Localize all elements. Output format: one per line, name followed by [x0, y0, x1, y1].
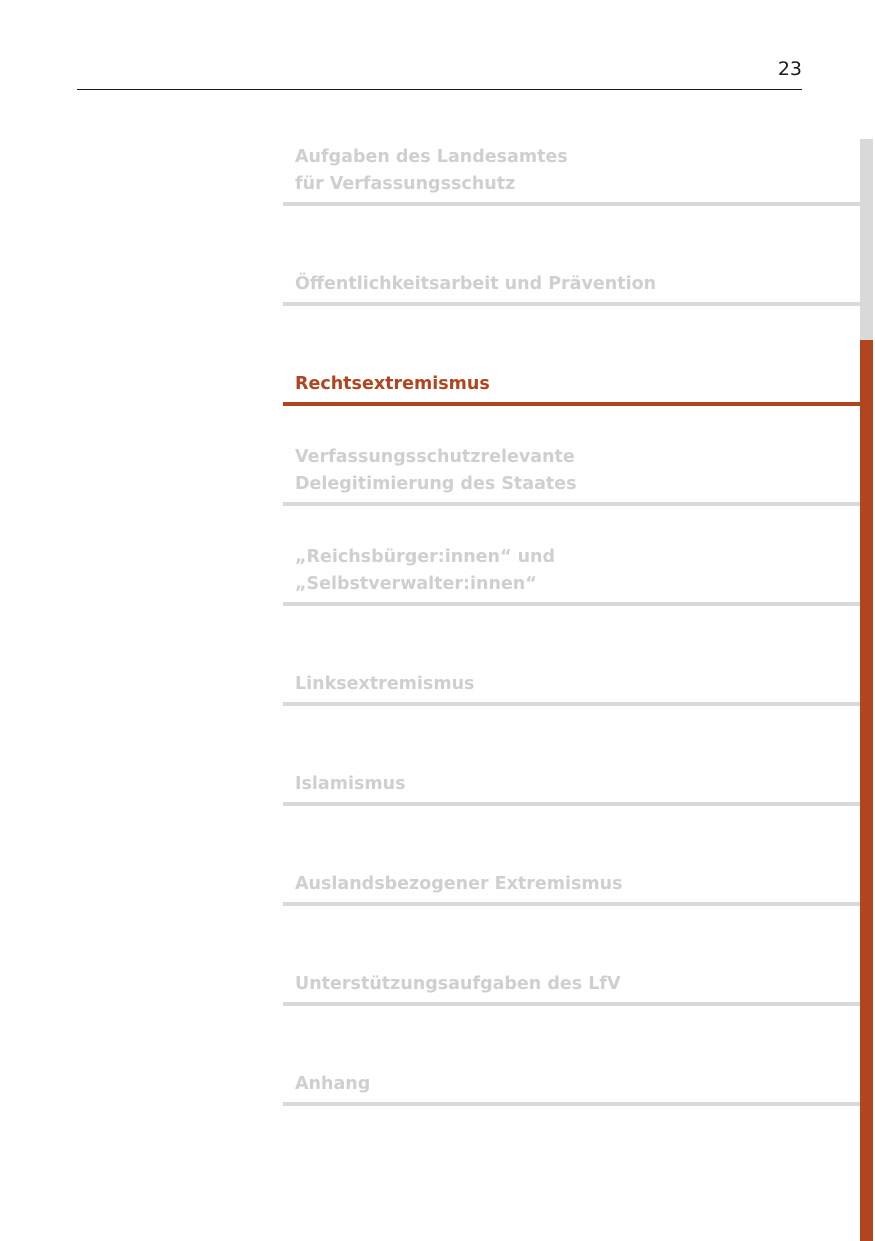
section-reichsbuerger[interactable]	[283, 506, 860, 606]
section-label-line1: Rechtsextremismus	[295, 374, 490, 394]
section-label	[295, 271, 656, 298]
section-unterstuetzungsaufgaben[interactable]	[283, 906, 860, 1006]
section-label	[295, 871, 623, 898]
side-tab-active	[860, 340, 873, 1241]
section-rule	[283, 1102, 860, 1106]
section-linksextremismus[interactable]	[283, 606, 860, 706]
section-label	[295, 1071, 370, 1098]
section-label	[295, 971, 621, 998]
section-label-line1: Öffentlichkeitsarbeit und Prävention	[295, 274, 657, 294]
section-label-line2: für Verfassungsschutz	[295, 174, 516, 194]
section-label-line1: Auslandsbezogener Extremismus	[295, 874, 623, 894]
section-label	[295, 444, 577, 498]
section-label-line1: Linksextremismus	[295, 674, 475, 694]
page-number: 23	[777, 58, 802, 80]
section-rechtsextremismus[interactable]	[283, 306, 860, 406]
section-islamismus[interactable]	[283, 706, 860, 806]
section-label-line1: Aufgaben des Landesamtes	[295, 147, 568, 167]
section-label	[295, 671, 474, 698]
side-tab-inactive	[860, 139, 873, 340]
section-label	[295, 144, 568, 198]
section-label-line1: Islamismus	[295, 774, 406, 794]
section-label-line1: Verfassungsschutzrelevante	[295, 447, 575, 467]
header-rule	[77, 89, 802, 90]
section-anhang[interactable]	[283, 1006, 860, 1106]
section-label-line1: Unterstützungsaufgaben des LfV	[295, 974, 621, 994]
section-label-line2: Delegitimierung des Staates	[295, 474, 577, 494]
section-label	[295, 371, 490, 398]
section-oeffentlichkeitsarbeit[interactable]	[283, 206, 860, 306]
section-label-line2: „Selbstverwalter:innen“	[295, 574, 537, 594]
section-label-line1: Anhang	[295, 1074, 371, 1094]
section-aufgaben[interactable]	[283, 106, 860, 206]
section-label	[295, 771, 406, 798]
section-label-line1: „Reichsbürger:innen“ und	[295, 547, 556, 567]
section-auslandsbezogener-extremismus[interactable]	[283, 806, 860, 906]
section-delegitimierung[interactable]	[283, 406, 860, 506]
section-label	[295, 544, 555, 598]
